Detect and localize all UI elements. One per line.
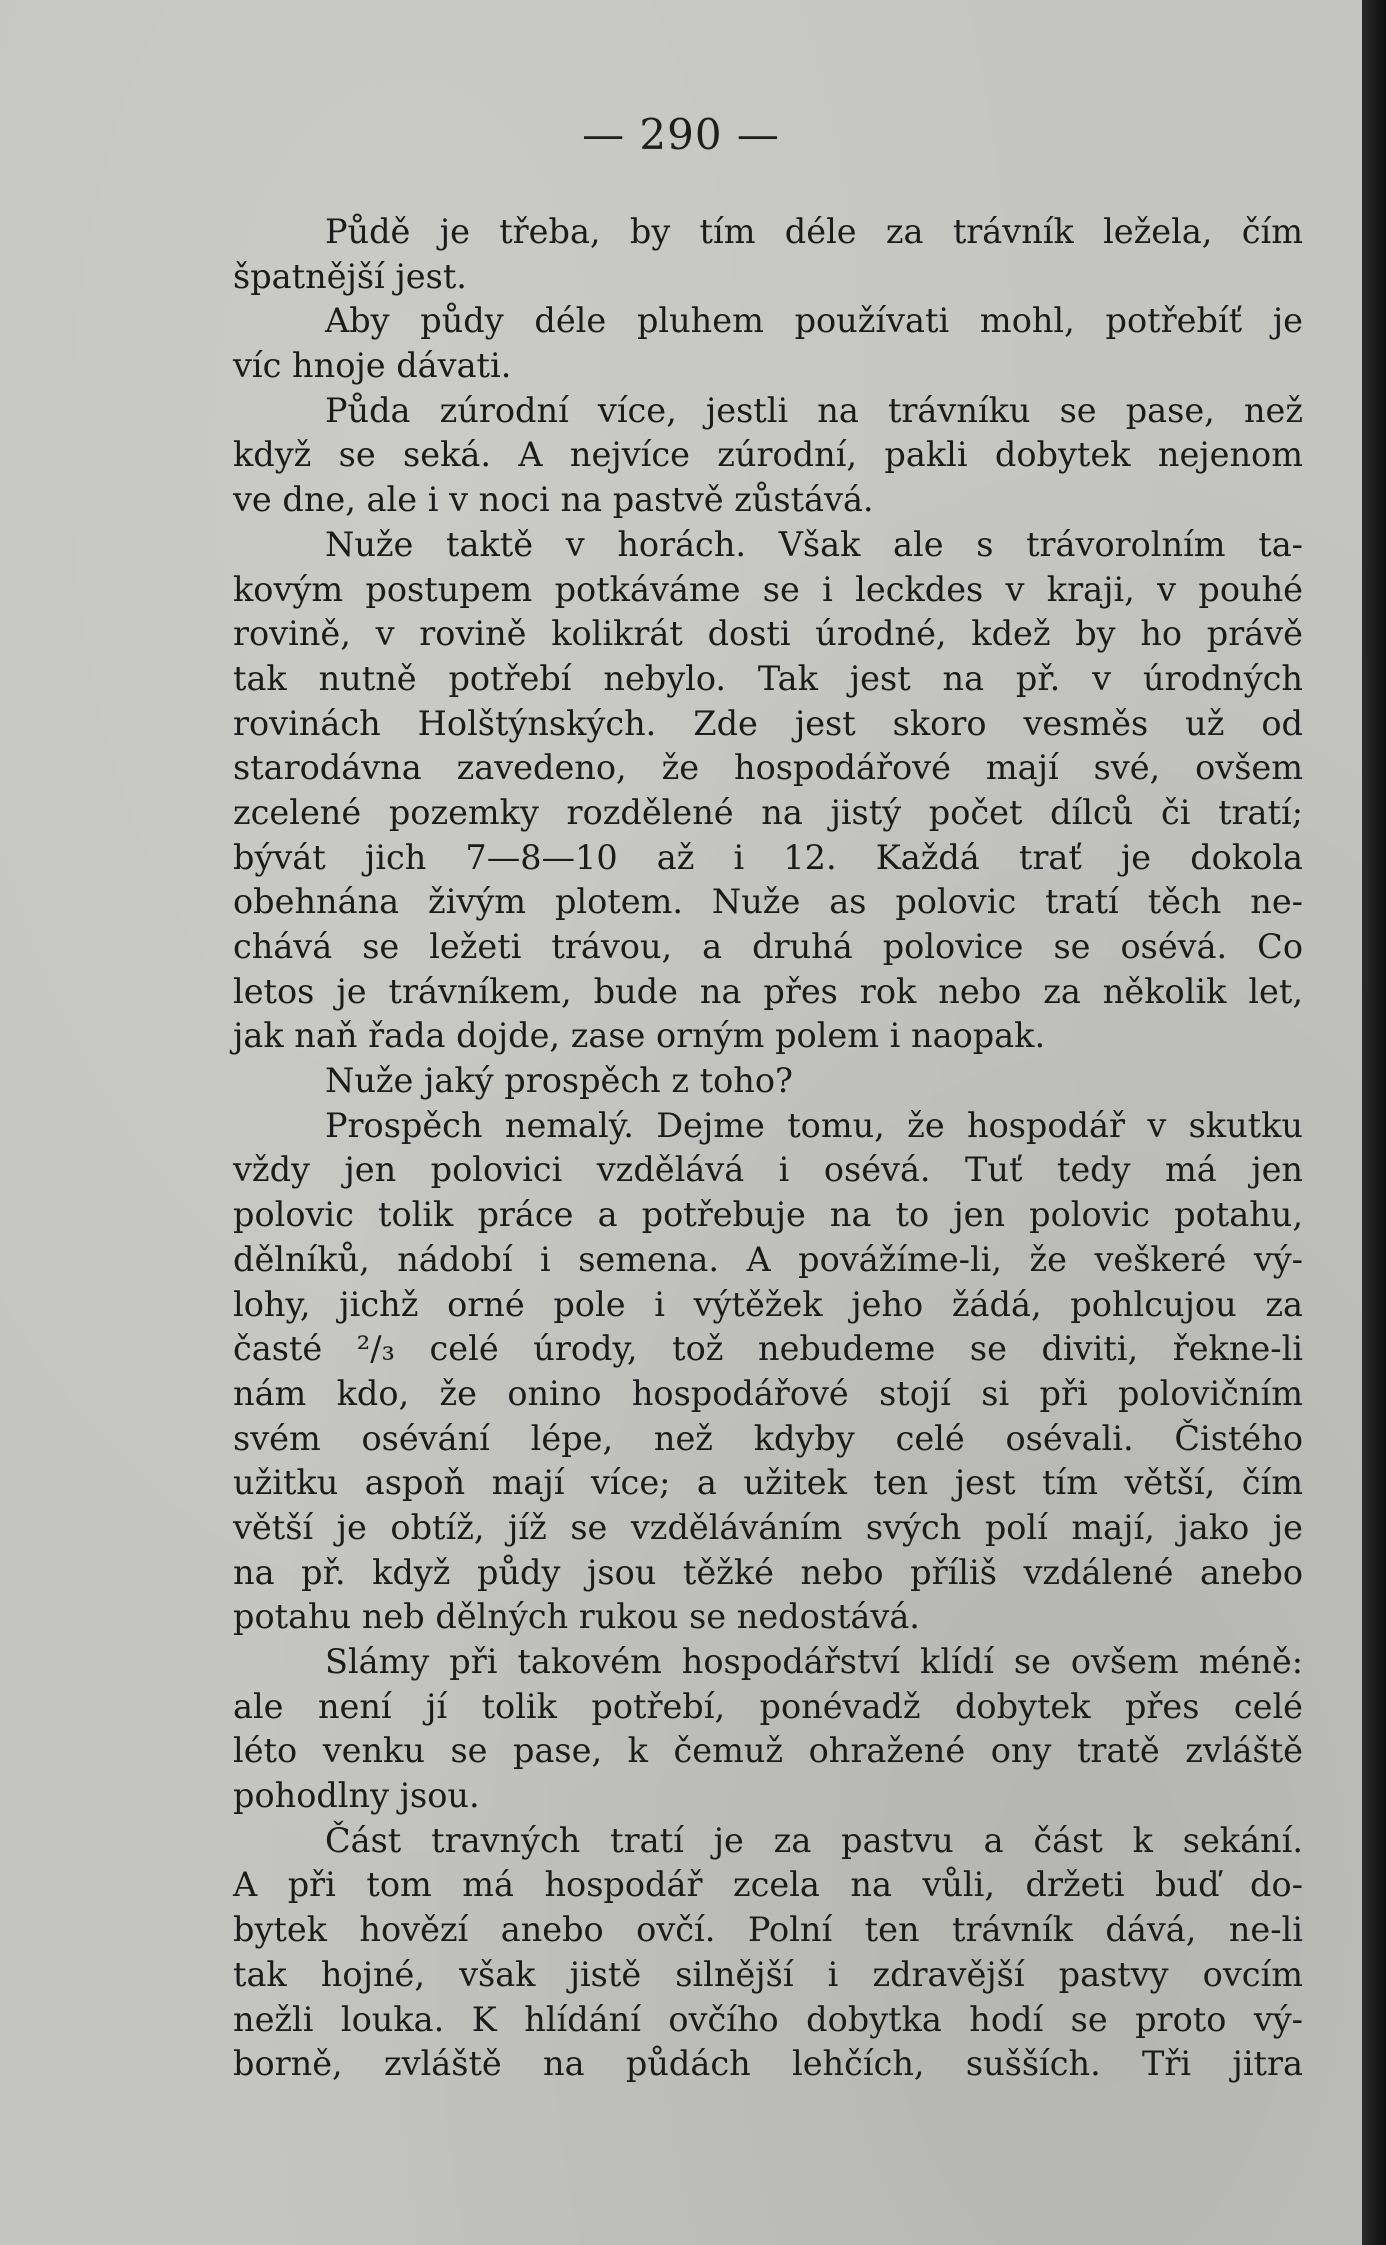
text-line: Slámy při takovém hospodářství klídí se ovšem méně: xyxy=(325,1642,1303,1681)
text-line: nežli louka. K hlídání ovčího dobytka hodí se proto vý- xyxy=(233,1999,1303,2039)
text-line: obehnána živým plotem. Nuže as polovic tratí těch ne- xyxy=(233,882,1303,922)
text-line: Prospěch nemalý. Dejme tomu, že hospodář v skutku xyxy=(325,1105,1303,1145)
text-line: kovým postupem potkáváme se i leckdes v kraji, v pouhé xyxy=(233,569,1303,609)
text-line: ale není jí tolik potřebí, ponévadž dobytek přes celé xyxy=(233,1686,1303,1726)
text-line: borně, zvláště na půdách lehčích, sušších. Tři jitra xyxy=(233,2044,1303,2084)
text-line: starodávna zavedeno, že hospodářové mají své, ovšem xyxy=(233,748,1303,788)
text-line: Nuže taktě v horách. Však ale s trávorolním ta- xyxy=(325,524,1303,564)
text-line: špatnější jest. xyxy=(233,256,467,296)
text-line: dělníků, nádobí i semena. A povážíme-li, že veškeré vý- xyxy=(233,1239,1303,1279)
text-line: pohodlny jsou. xyxy=(233,1776,480,1816)
text-line: vždy jen polovici vzdělává i osévá. Tuť tedy má jen xyxy=(233,1150,1303,1190)
text-line: víc hnoje dávati. xyxy=(233,346,512,386)
page-number: — 290 — xyxy=(582,110,780,159)
body-text xyxy=(233,210,1303,2087)
text-line: chává se ležeti trávou, a druhá polovice se osévá. Co xyxy=(233,927,1303,966)
text-line: Půda zúrodní více, jestli na trávníku se pase, než xyxy=(325,390,1303,430)
text-line: Nuže jaký prospěch z toho? xyxy=(325,1061,793,1101)
text-line: rovině, v rovině kolikrát dosti úrodné, kdež by ho právě xyxy=(233,614,1303,654)
text-line: bytek hovězí anebo ovčí. Polní ten trávník dává, ne-li xyxy=(233,1910,1303,1950)
text-line: Část travných tratí je za pastvu a část k sekání. xyxy=(325,1820,1303,1860)
scan-edge xyxy=(1362,0,1386,2245)
text-line: nám kdo, že onino hospodářové stojí si při polovičním xyxy=(233,1373,1303,1413)
text-line: na př. když půdy jsou těžké nebo příliš vzdálené anebo xyxy=(233,1552,1303,1592)
text-line: rovinách Holštýnských. Zde jest skoro vesměs už od xyxy=(233,703,1303,743)
text-line: svém osévání lépe, než kdyby celé osévali. Čistého xyxy=(233,1418,1303,1458)
text-line: potahu neb dělných rukou se nedostává. xyxy=(233,1597,920,1637)
text-line: tak nutně potřebí nebylo. Tak jest na př. v úrodných xyxy=(233,658,1303,698)
text-line: letos je trávníkem, bude na přes rok nebo za několik let, xyxy=(233,971,1303,1011)
text-line: tak hojné, však jistě silnější i zdravější pastvy ovcím xyxy=(233,1954,1303,1994)
text-line: Půdě je třeba, by tím déle za trávník ležela, čím xyxy=(325,212,1303,251)
text-line: když se seká. A nejvíce zúrodní, pakli dobytek nejenom xyxy=(233,435,1303,475)
text-line: polovic tolik práce a potřebuje na to jen polovic potahu, xyxy=(233,1195,1303,1235)
text-line: ve dne, ale i v noci na pastvě zůstává. xyxy=(233,480,874,520)
text-line: Aby půdy déle pluhem používati mohl, potřebíť je xyxy=(325,301,1303,341)
text-line: užitku aspoň mají více; a užitek ten jest tím větší, čím xyxy=(233,1463,1303,1503)
text-line: zcelené pozemky rozdělené na jistý počet dílců či tratí; xyxy=(233,792,1303,832)
text-line: A při tom má hospodář zcela na vůli, držeti buď do- xyxy=(233,1865,1303,1905)
text-line: jak naň řada dojde, zase orným polem i naopak. xyxy=(233,1016,1046,1056)
text-line: lohy, jichž orné pole i výtěžek jeho žádá, pohlcujou za xyxy=(233,1284,1303,1324)
text-line: časté ²/₃ celé úrody, tož nebudeme se diviti, řekne-li xyxy=(233,1329,1303,1369)
text-line: léto venku se pase, k čemuž ohražené ony tratě zvláště xyxy=(233,1731,1303,1771)
text-line: větší je obtíž, jíž se vzděláváním svých polí mají, jako je xyxy=(233,1507,1303,1547)
text-line: bývát jich 7—8—10 až i 12. Každá trať je dokola xyxy=(233,837,1303,877)
